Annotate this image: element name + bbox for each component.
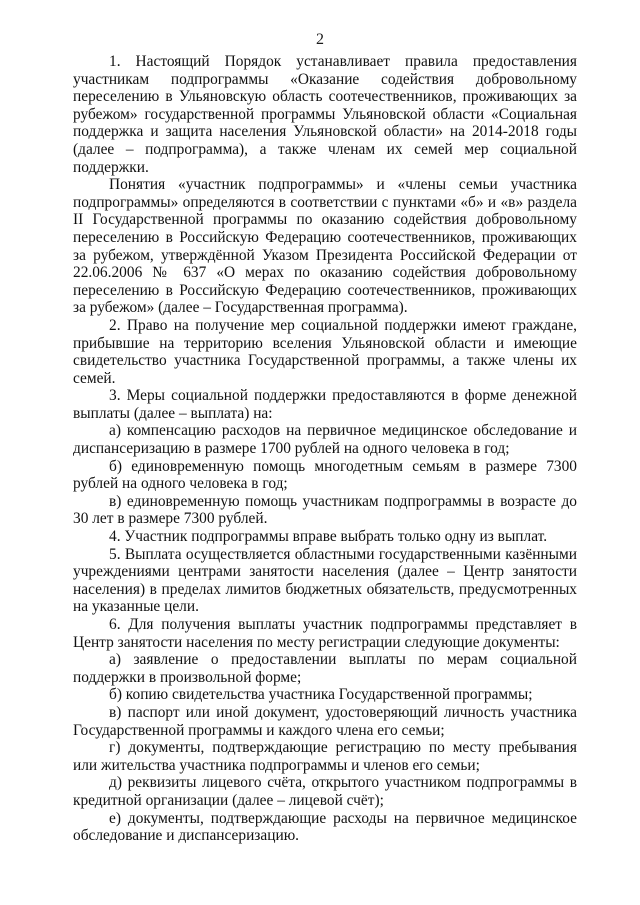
paragraph: 1. Настоящий Порядок устанавливает правила предоставления участникам подпрограммы «Оказание содействия добровольному переселению в Ульяновскую область соотечественников, проживающих за рубежом» государственной программы Ульяновской области «Социальная поддержка и защита населения Ульяновской области» на 2014-2018 годы (далее – подпрограмма), а также членам их семей мер социальной поддержки. (73, 53, 577, 176)
paragraph: б) копию свидетельства участника Государственной программы; (109, 686, 533, 704)
paragraph: 4. Участник подпрограммы вправе выбрать только одну из выплат. (109, 528, 548, 546)
paragraph: б) единовременную помощь многодетным семьям в размере 7300 рублей на одного человека в год; (73, 457, 577, 493)
paragraph: 6. Для получения выплаты участник подпрограммы представляет в Центр занятости населения по месту регистрации следующие документы: (73, 616, 577, 651)
paragraph: 2. Право на получение мер социальной поддержки имеют граждане, прибывшие на территорию вселения Ульяновской области и имеющие свидетельство участника Государственной программы, а также члены их семей. (73, 316, 577, 387)
document-body (73, 53, 577, 845)
paragraph: в) единовременную помощь участникам подпрограммы в возрасте до 30 лет в размере 7300 рублей. (73, 492, 577, 528)
page-number: 2 (316, 31, 324, 48)
paragraph: в) паспорт или иной документ, удостоверяющий личность участника Государственной программы и каждого члена его семьи; (73, 703, 577, 739)
paragraph: а) компенсацию расходов на первичное медицинское обследование и диспансеризацию в размере 1700 рублей на одного человека в год; (73, 422, 577, 458)
paragraph: 3. Меры социальной поддержки предоставляются в форме денежной выплаты (далее – выплата) на: (73, 387, 577, 422)
paragraph: д) реквизиты лицевого счёта, открытого участником подпрограммы в кредитной организации (далее – лицевой счёт); (73, 774, 577, 809)
paragraph: а) заявление о предоставлении выплаты по мерам социальной поддержки в произвольной форме; (73, 651, 577, 686)
paragraph: 5. Выплата осуществляется областными государственными казёнными учреждениями центрами занятости населения (далее – Центр занятости населения) в пределах лимитов бюджетных обязательств, предусмотренных на указанные цели. (73, 545, 577, 616)
paragraph: Понятия «участник подпрограммы» и «члены семьи участника подпрограммы» определяются в соответствии с пунктами «б» и «в» раздела II Государственной программы по оказанию содействия добровольному переселению в Российскую Федерацию соотечественников, проживающих за рубежом, утверждённой Указом Президента Российской Федерации от 22.06.2006 № 637 «О мерах по оказанию содействия добровольному переселению в Российскую Федерацию соотечественников, проживающих за рубежом» (далее – Государственная программа). (73, 176, 577, 317)
paragraph: г) документы, подтверждающие регистрацию по месту пребывания или жительства участника подпрограммы и членов его семьи; (73, 739, 577, 774)
paragraph: е) документы, подтверждающие расходы на первичное медицинское обследование и диспансеризацию. (73, 809, 577, 845)
